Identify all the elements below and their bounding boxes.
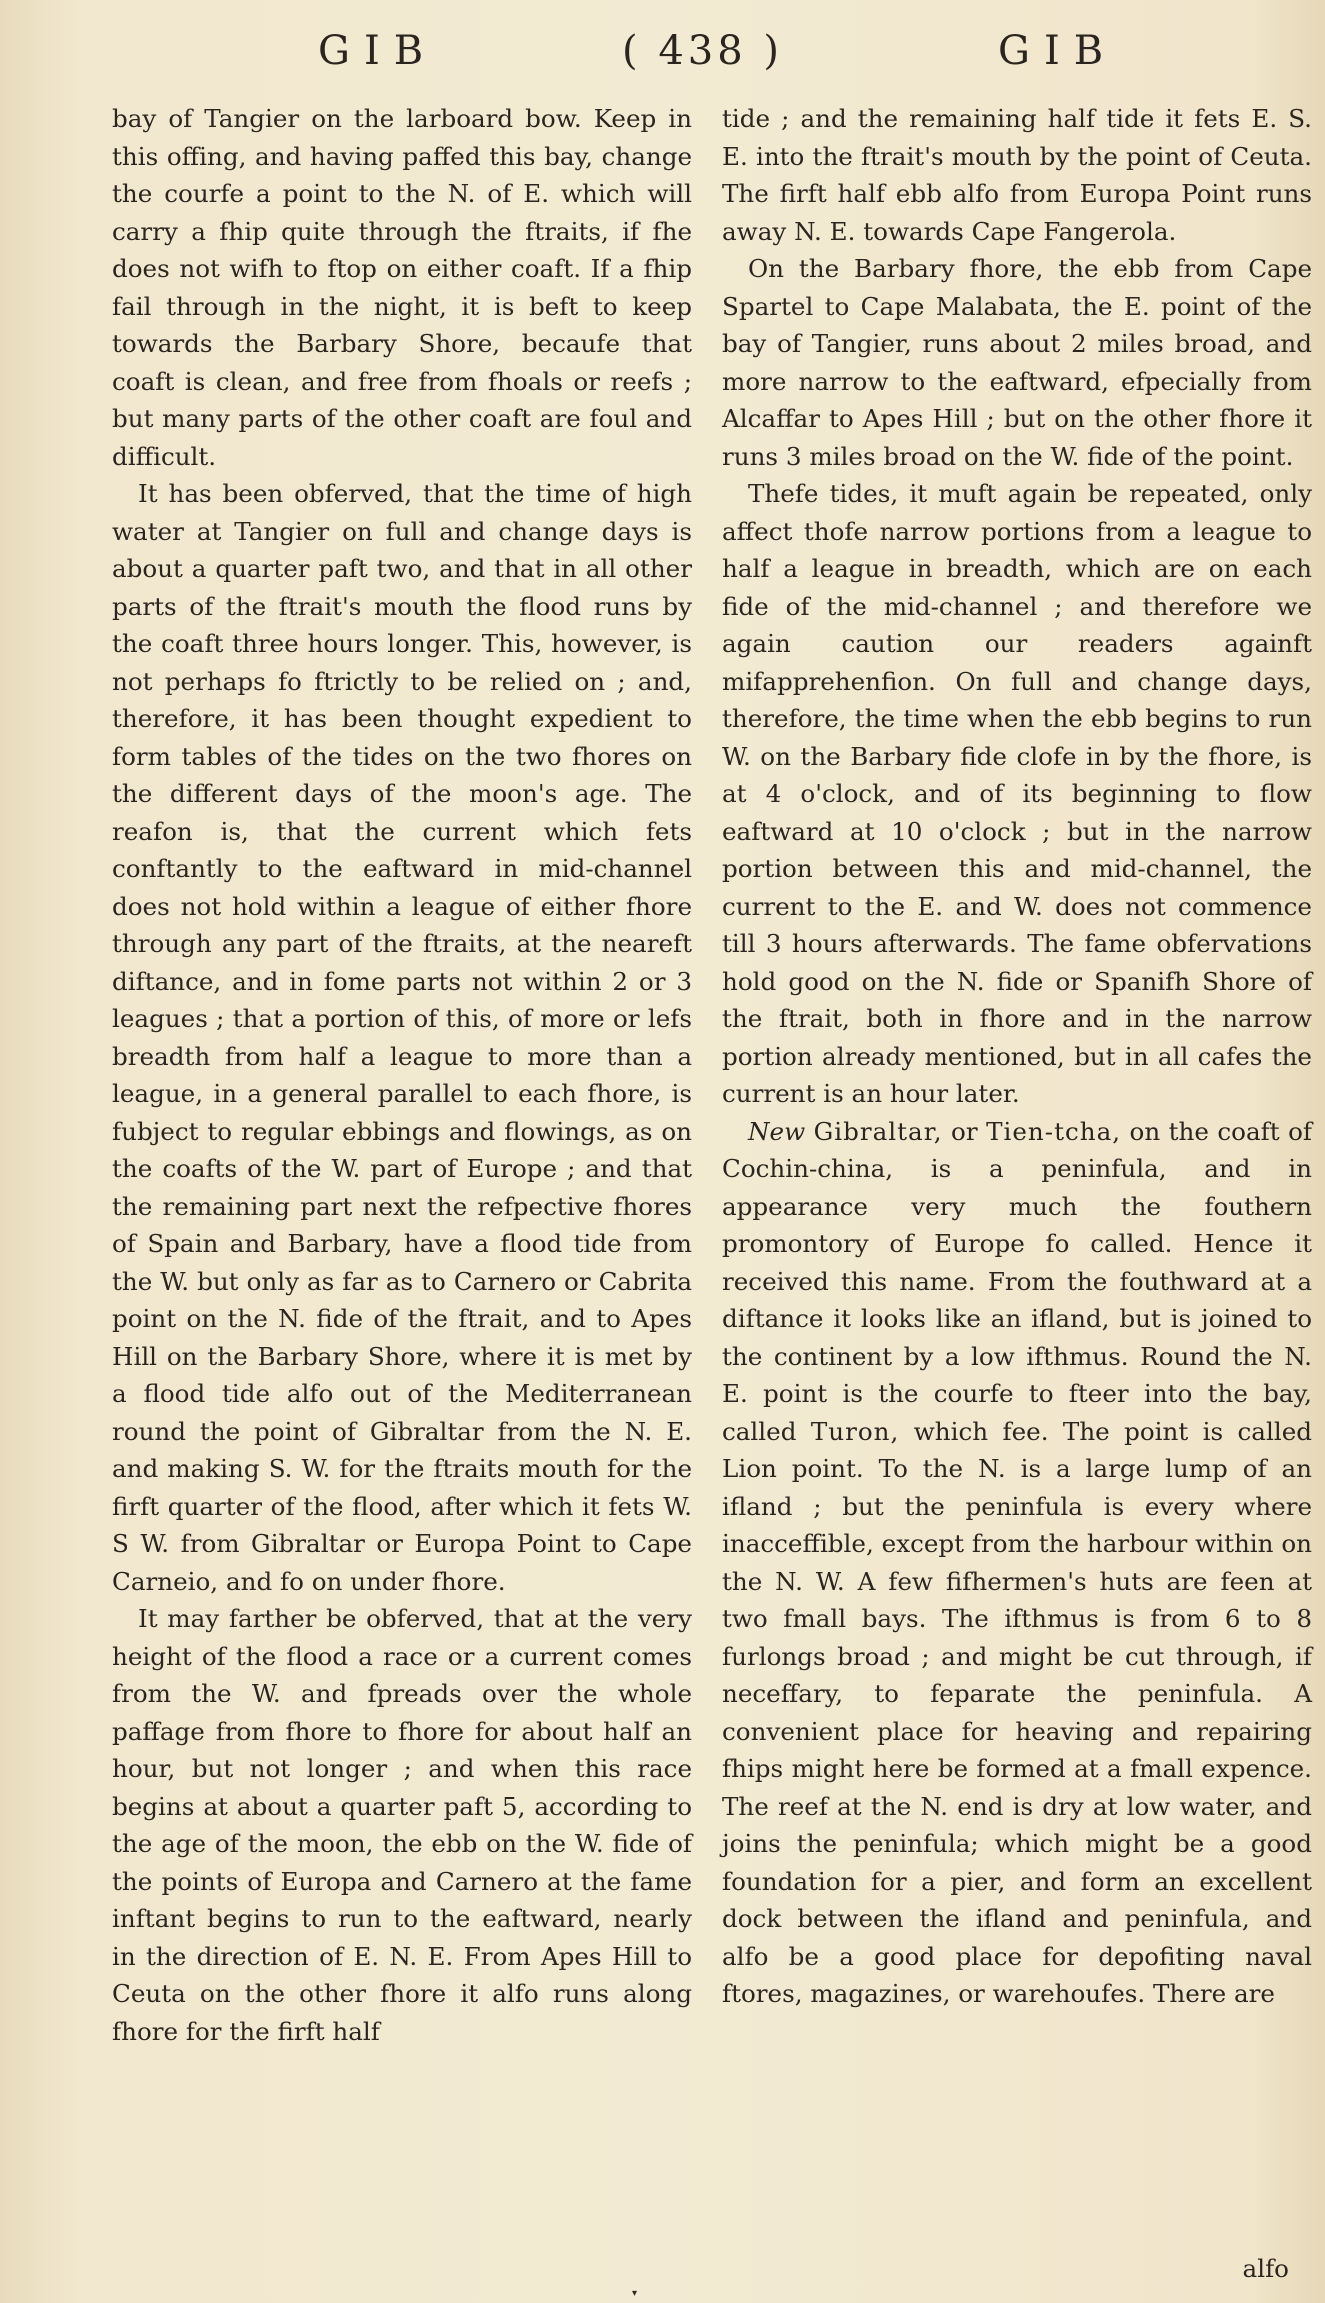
header-left: GIB — [318, 28, 438, 74]
entry-headword: Gibraltar, — [813, 1116, 943, 1146]
entry-text: which fee. The point is called Lion point. To the N. is a large lump of an ifland ; but the peninfula is every where inacceffible, except from the harbour within on the N. W. A few fifhermen's huts are feen at two fmall bays. The ifthmus is from 6 to 8 furlongs broad ; and might be cut through, if neceffary, to feparate the peninfula. A convenient place for heaving and repairing fhips might here be formed at a fmall expence. The reef at the N. end is dry at low water, and joins the peninfula; which might be a good foundation for a pier, and form an excellent dock between the ifland and peninfula, and alfo be a good place for depofiting naval ftores, magazines, or warehoufes. There are — [722, 1416, 1312, 2008]
paragraph: It has been obferved, that the time of high water at Tangier on full and change days is about a quarter paft two, and that in all other parts of the ftrait's mouth the flood runs by the coaft three hours longer. This, however, is not perhaps fo ftrictly to be relied on ; and, therefore, it has been thought expedient to form tables of the tides on the two fhores on the different days of the moon's age. The reafon is, that the current which fets conftantly to the eaftward in mid-channel does not hold within a league of either fhore through any part of the ftraits, at the neareft diftance, and in fome parts not within 2 or 3 leagues ; that a portion of this, of more or lefs breadth from half a league to more than a league, in a general parallel to each fhore, is fubject to regular ebbings and flowings, as on the coafts of the W. part of Europe ; and that the remaining part next the refpective fhores of Spain and Barbary, have a flood tide from the W. but only as far as to Carnero or Cabrita point on the N. fide of the ftrait, and to Apes Hill on the Barbary Shore, where it is met by a flood tide alfo out of the Mediterranean round the point of Gibraltar from the N. E. and making S. W. for the ftraits mouth for the firft quarter of the flood, after which it fets W. S W. from Gibraltar or Europa Point to Cape Carneio, and fo on under fhore. — [112, 479, 692, 1596]
page-number: ( 438 ) — [622, 28, 783, 74]
paragraph: tide ; and the remaining half tide it fets E. S. E. into the ftrait's mouth by the point of Ceuta. The firft half ebb alfo from Europa Point runs away N. E. towards Cape Fangerola. — [722, 104, 1312, 246]
cross-reference: Turon, — [810, 1416, 900, 1446]
ink-mark: ▾ — [632, 2288, 638, 2299]
catchword: alfo — [1242, 2254, 1289, 2283]
header-right: GIB — [998, 28, 1118, 74]
paragraph: It may farther be obferved, that at the very height of the flood a race or a current comes from the W. and fpreads over the whole paffage from fhore to fhore for about half an hour, but not longer ; and when this race begins at about a quarter paft 5, according to the age of the moon, the ebb on the W. fide of the points of Europa and Carnero at the fame inftant begins to run to the eaftward, nearly in the direction of E. N. E. From Apes Hill to Ceuta on the other fhore it alfo runs along fhore for the firft half — [112, 1604, 692, 2046]
paragraph: Thefe tides, it muft again be repeated, only affect thofe narrow portions from a league to half a league in breadth, which are on each fide of the mid-channel ; and therefore we again caution our readers againft mifapprehenfion. On full and change days, therefore, the time when the ebb begins to run W. on the Barbary fide clofe in by the fhore, is at 4 o'clock, and of its beginning to flow eaftward at 10 o'clock ; but in the narrow portion between this and mid-channel, the current to the E. and W. does not commence till 3 hours afterwards. The fame obfervations hold good on the N. fide or Spanifh Shore of the ftrait, both in fhore and in the narrow portion already mentioned, but in all cafes the current is an hour later. — [722, 479, 1312, 1108]
paragraph: bay of Tangier on the larboard bow. Keep in this offing, and having paffed this bay, change the courfe a point to the N. of E. which will carry a fhip quite through the ftraits, if fhe does not wifh to ftop on either coaft. If a fhip fail through in the night, it is beft to keep towards the Barbary Shore, becaufe that coaft is clean, and free from fhoals or reefs ; but many parts of the other coaft are foul and difficult. — [112, 104, 692, 471]
entry-text: on the coaft of Cochin-china, is a peninfula, and in appearance very much the fouthern promontory of Europe fo called. Hence it received this name. From the fouthward at a diftance it looks like an ifland, but is joined to the continent by a low ifthmus. Round the N. E. point is the courfe to fteer into the bay, called — [722, 1116, 1312, 1446]
running-header — [0, 28, 1325, 88]
right-column — [722, 100, 1312, 2013]
paragraph: On the Barbary fhore, the ebb from Cape Spartel to Cape Malabata, the E. point of the bay of Tangier, runs about 2 miles broad, and more narrow to the eaftward, efpecially from Alcaffar to Apes Hill ; but on the other fhore it runs 3 miles broad on the W. fide of the point. — [722, 254, 1312, 471]
entry-paragraph — [722, 1113, 1312, 2013]
entry-alt-headword: Tien-tcha, — [986, 1116, 1122, 1146]
left-column — [112, 100, 692, 2050]
entry-or: or — [951, 1116, 978, 1146]
entry-italic: New — [748, 1116, 806, 1146]
